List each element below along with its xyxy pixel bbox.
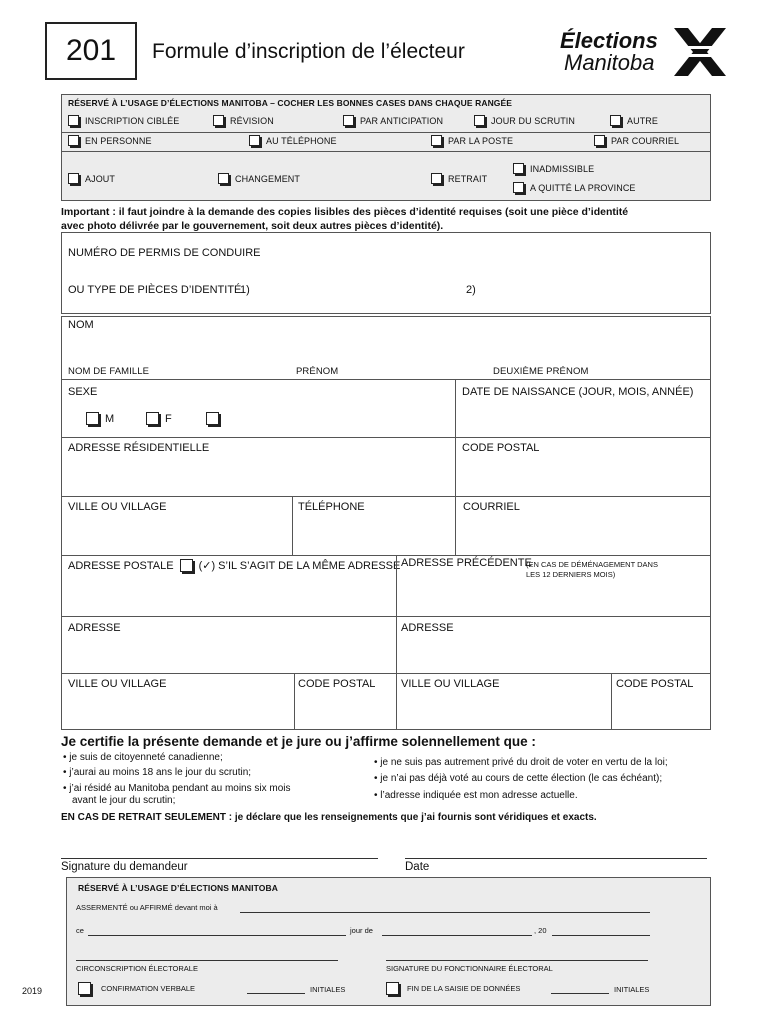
mailing-address-row[interactable]: ADRESSE POSTALE (✓) S’IL S’AGIT DE LA MÊME ADRESSE	[68, 559, 401, 572]
cb-verbal-confirmation[interactable]: CONFIRMATION VERBALE	[78, 982, 195, 995]
previous-address-note2: LES 12 DERNIERS MOIS)	[526, 570, 616, 579]
cert-left-2: • j’aurai au moins 18 ans le jour du scrutin;	[63, 767, 252, 778]
sworn-line[interactable]	[240, 912, 650, 913]
initials-line-1[interactable]	[247, 993, 305, 994]
date-line[interactable]	[405, 858, 707, 859]
dob-field[interactable]: DATE DE NAISSANCE (JOUR, MOIS, ANNÉE)	[462, 386, 694, 398]
last-name-field[interactable]: NOM DE FAMILLE	[68, 366, 150, 377]
month-line[interactable]	[382, 935, 532, 936]
cb-other[interactable]: AUTRE	[610, 115, 658, 126]
cb-sex-other[interactable]	[206, 412, 219, 425]
license-label[interactable]: NUMÉRO DE PERMIS DE CONDUIRE	[68, 247, 261, 259]
applicant-signature-line[interactable]	[61, 858, 378, 859]
same-address-checkbox[interactable]	[180, 559, 193, 572]
cb-by-mail[interactable]: PAR LA POSTE	[431, 135, 513, 146]
cert-left-3: • j’ai résidé au Manitoba pendant au moins six mois	[63, 783, 291, 794]
previous-address-label[interactable]: ADRESSE PRÉCÉDENTE	[401, 557, 532, 569]
phone-field[interactable]: TÉLÉPHONE	[298, 501, 365, 513]
initials-line-2[interactable]	[551, 993, 609, 994]
officer-signature-label: SIGNATURE DU FONCTIONNAIRE ÉLECTORAL	[386, 964, 553, 973]
previous-address-field[interactable]: ADRESSE	[401, 622, 454, 634]
residential-address-field[interactable]: ADRESSE RÉSIDENTIELLE	[68, 442, 210, 454]
previous-postal-field[interactable]: CODE POSTAL	[616, 678, 694, 690]
cert-right-1: • je ne suis pas autrement privé du droit de voter en vertu de la loi;	[374, 757, 668, 768]
cert-left-1: • je suis de citoyenneté canadienne;	[63, 752, 223, 763]
cb-by-email[interactable]: PAR COURRIEL	[594, 135, 679, 146]
sworn-label: ASSERMENTÉ ou AFFIRMÉ devant moi à	[76, 903, 218, 912]
cert-right-2: • je n’ai pas déjà voté au cours de cette élection (le cas échéant);	[374, 773, 663, 784]
cb-revision[interactable]: RÉVISION	[213, 115, 274, 126]
mailing-address-field[interactable]: ADRESSE	[68, 622, 121, 634]
jour-de-label: jour de	[350, 926, 373, 935]
reserved-top-heading: RÉSERVÉ À L’USAGE D’ÉLECTIONS MANITOBA – COCHER LES BONNES CASES DANS CHAQUE RANGÉE	[68, 98, 513, 108]
id-1-label[interactable]: 1)	[240, 284, 250, 296]
cb-sex-m[interactable]: M	[86, 412, 114, 425]
important-note-line2: avec photo délivrée par le gouvernement, soit deux autres pièces d’identité).	[61, 220, 444, 232]
form-title: Formule d’inscription de l’électeur	[152, 40, 465, 63]
cb-change[interactable]: CHANGEMENT	[218, 173, 300, 184]
mailing-town-field[interactable]: VILLE OU VILLAGE	[68, 678, 167, 690]
cert-left-4: avant le jour du scrutin;	[72, 795, 176, 806]
email-field[interactable]: COURRIEL	[463, 501, 520, 513]
elections-manitoba-logo	[560, 28, 730, 76]
applicant-signature-label: Signature du demandeur	[61, 861, 188, 873]
name-label: NOM	[68, 319, 94, 331]
initials-label-2: INITIALES	[614, 985, 650, 994]
cb-advance[interactable]: PAR ANTICIPATION	[343, 115, 443, 126]
cb-data-entry-complete[interactable]: FIN DE LA SAISIE DE DONNÉES	[386, 982, 520, 995]
date-label: Date	[405, 861, 430, 873]
officer-signature-line[interactable]	[386, 960, 648, 961]
cb-targeted-registration[interactable]: INSCRIPTION CIBLÉE	[68, 115, 179, 126]
previous-town-field[interactable]: VILLE OU VILLAGE	[401, 678, 500, 690]
certification-title: Je certifie la présente demande et je jure ou j’affirme solennellement que :	[61, 734, 536, 749]
cb-ineligible[interactable]: INADMISSIBLE	[513, 163, 594, 174]
logo-line1: Élections	[560, 28, 658, 53]
cb-left-province[interactable]: A QUITTÉ LA PROVINCE	[513, 182, 636, 193]
cert-right-3: • l’adresse indiquée est mon adresse actuelle.	[374, 790, 578, 801]
cb-election-day[interactable]: JOUR DU SCRUTIN	[474, 115, 575, 126]
postal-code-field[interactable]: CODE POSTAL	[462, 442, 540, 454]
town-field[interactable]: VILLE OU VILLAGE	[68, 501, 167, 513]
district-label: CIRCONSCRIPTION ÉLECTORALE	[76, 964, 198, 973]
footer-year: 2019	[22, 986, 43, 996]
form-number: 201	[45, 22, 137, 80]
reserved-bottom-heading: RÉSERVÉ À L’USAGE D’ÉLECTIONS MANITOBA	[78, 883, 278, 893]
cb-withdraw[interactable]: RETRAIT	[431, 173, 487, 184]
day-line[interactable]	[88, 935, 346, 936]
cb-in-person[interactable]: EN PERSONNE	[68, 135, 152, 146]
mailing-postal-field[interactable]: CODE POSTAL	[298, 678, 376, 690]
logo-line2: Manitoba	[564, 50, 655, 75]
cb-sex-f[interactable]: F	[146, 412, 172, 425]
sex-label: SEXE	[68, 386, 98, 398]
district-line[interactable]	[76, 960, 338, 961]
withdrawal-declaration: EN CAS DE RETRAIT SEULEMENT : je déclare que les renseignements que j’ai fournis sont véridiques et exacts.	[61, 812, 597, 823]
cb-telephone[interactable]: AU TÉLÉPHONE	[249, 135, 337, 146]
id-type-label[interactable]: OU TYPE DE PIÈCES D’IDENTITÉ	[68, 284, 242, 296]
cb-add[interactable]: AJOUT	[68, 173, 115, 184]
important-note-line1: Important : il faut joindre à la demande des copies lisibles des pièces d’identité requises (soit une pièce d’identité	[61, 206, 629, 218]
middle-name-field[interactable]: DEUXIÈME PRÉNOM	[493, 366, 589, 377]
id-section	[61, 232, 711, 314]
logo-x-icon	[670, 26, 730, 78]
initials-label-1: INITIALES	[310, 985, 346, 994]
previous-address-note1: (EN CAS DE DÉMÉNAGEMENT DANS	[526, 560, 658, 569]
ce-label: ce	[76, 926, 84, 935]
year-prefix: , 20	[534, 926, 547, 935]
id-2-label[interactable]: 2)	[466, 284, 476, 296]
year-line[interactable]	[552, 935, 650, 936]
first-name-field[interactable]: PRÉNOM	[296, 366, 339, 377]
